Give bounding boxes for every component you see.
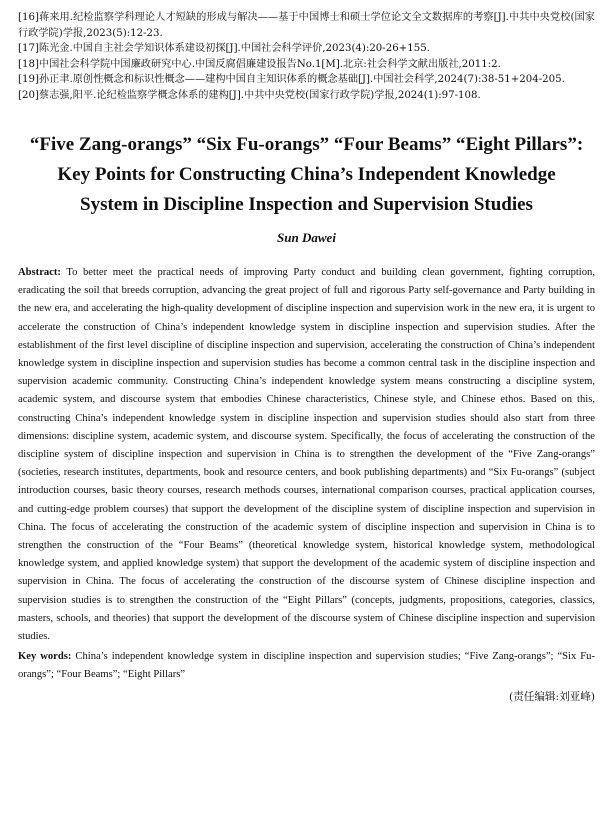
reference-item-20: [20]蔡志强,阳平.论纪检监察学概念体系的建构[J].中共中央党校(国家行政学院)学报,2024(1):97-108.	[18, 89, 481, 101]
author-name: Sun Dawei	[277, 230, 336, 245]
reference-item-19: [19]孙正聿.原创性概念和标识性概念——建构中国自主知识体系的概念基础[J].中国社会科学,2024(7):38-51+204-205.	[18, 74, 565, 85]
keywords-text: China’s independent knowledge system in discipline inspection and supervision studies; “Five Zang-orangs”; “Six Fu-orangs”; “Four Beams”; “Eight Pillars”	[18, 651, 595, 681]
responsible-editor-note: (责任编辑:刘亚峰)	[509, 690, 595, 703]
reference-list	[18, 10, 595, 103]
article-title-line-1: “Five Zang-orangs” “Six Fu-orangs” “Four Beams” “Eight Pillars”:	[29, 134, 584, 155]
abstract-label: Abstract:	[18, 267, 61, 278]
abstract-paragraph	[18, 264, 595, 646]
reference-item-17: [17]陈光金.中国自主社会学知识体系建设初探[J].中国社会科学评价,2023(4):20-26+155.	[18, 43, 430, 54]
article-title	[18, 130, 595, 220]
keywords-paragraph	[18, 648, 595, 684]
reference-item-16: [16]蒋来用.纪检监察学科理论人才短缺的形成与解决——基于中国博士和硕士学位论文全文数据库的考察[J].中共中央党校(国家行政学院)学报,2023(5):12-23.	[18, 12, 595, 39]
article-title-line-3: System in Discipline Inspection and Supervision Studies	[80, 194, 533, 215]
abstract-text: To better meet the practical needs of improving Party conduct and building clean government, fighting corruption, eradicating the soil that breeds corruption, advancing the great project of full and rigorous Party self-governance and Party building in the new era, and accelerating the high-quality development of discipline inspection and supervision work in the new era, it is urgent to accelerate the construction of China’s independent knowledge system in discipline inspection and supervision studies. After the establishment of the first level discipline of discipline inspection and supervision, accelerating the construction of China’s independent knowledge system in discipline inspection and supervision studies has become a common central task in the discipline inspection and supervision academic community. Constructing China’s independent knowledge system means constructing a discipline system, academic system, and discourse system that embodies Chinese characteristics, Chinese style, and Chinese ethos. Based on this, constructing China’s independent knowledge system in discipline inspection and supervision studies should also start from three dimensions: discipline system, academic system, and discourse system. Specifically, the focus of accelerating the construction of the discipline system of discipline inspection and supervision in China is to strengthen the development of the “Five Zang-orangs” (societies, research institutes, departments, book and resource centers, and book publishing departments) and “Six Fu-orangs” (subject introduction courses, basic theory courses, research methods courses, international comparison courses, practical application courses, and cutting-edge problem courses) that support the development of the discipline system of discipline inspection and supervision in China. The focus of accelerating the construction of the academic system of discipline inspection and supervision in China is to strengthen the construction of the “Four Beams” (theoretical knowledge system, historical knowledge system, methodological knowledge system, and applied knowledge system) that support the development of the academic system of discipline inspection and supervision in China. The focus of accelerating the construction of the discourse system of Chinese discipline inspection and supervision studies is to strengthen the construction of the “Eight Pillars” (concepts, judgments, propositions, categories, classics, masters, schools, and theories) that support the development of the discourse system of Chinese discipline inspection and supervision studies.	[18, 267, 595, 643]
reference-item-18: [18]中国社会科学院中国廉政研究中心.中国反腐倡廉建设报告No.1[M].北京:社会科学文献出版社,2011:2.	[18, 58, 501, 70]
keywords-label: Key words:	[18, 651, 72, 663]
article-title-line-2: Key Points for Constructing China’s Independent Knowledge	[57, 164, 556, 185]
